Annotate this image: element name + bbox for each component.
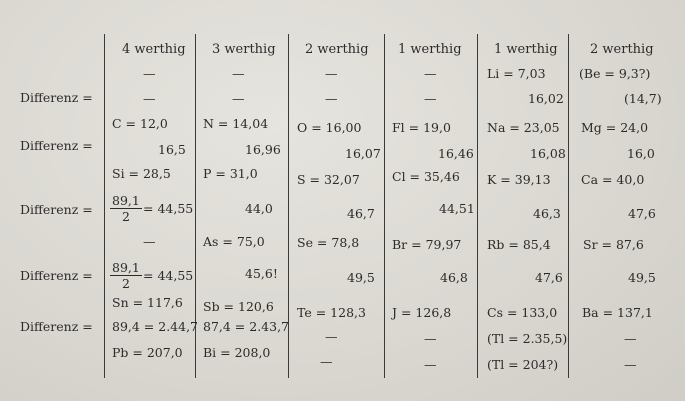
- table-cell: Te = 128,3: [297, 305, 366, 320]
- fraction-numerator: 89,1: [112, 193, 140, 208]
- differenz-label: Differenz =: [20, 138, 93, 153]
- differenz-label: Differenz =: [20, 268, 93, 283]
- fraction-denominator: 2: [121, 209, 130, 224]
- table-cell: Pb = 207,0: [112, 345, 183, 360]
- table-cell: Cl = 35,46: [392, 169, 460, 184]
- header-2-werthig: 2 werthig: [305, 42, 369, 57]
- table-cell: 44,0: [245, 201, 273, 216]
- table-cell: = 44,55: [143, 268, 194, 283]
- header-4-werthig: 4 werthig: [122, 42, 186, 57]
- table-cell: 47,6: [628, 206, 656, 221]
- table-cell: 47,6: [535, 270, 563, 285]
- fraction-numerator: 89,1: [112, 260, 140, 275]
- table-cell: (Tl = 2.35,5): [487, 331, 568, 346]
- table-cell: Si = 28,5: [112, 166, 171, 181]
- table-cell: 45,6!: [245, 266, 278, 281]
- table-cell: —: [325, 66, 338, 81]
- table-cell: —: [325, 91, 338, 106]
- header-1-werthig-a: 1 werthig: [398, 42, 462, 57]
- table-cell: 16,02: [528, 91, 564, 106]
- table-cell: Li = 7,03: [487, 66, 546, 81]
- table-cell: —: [424, 357, 437, 372]
- table-cell: 16,46: [438, 146, 474, 161]
- table-cell: —: [232, 91, 245, 106]
- table-cell: Bi = 208,0: [203, 345, 271, 360]
- table-cell: 46,3: [533, 206, 561, 221]
- table-cell: —: [624, 357, 637, 372]
- table-cell: = 44,55: [143, 201, 194, 216]
- differenz-label: Differenz =: [20, 90, 93, 105]
- table-cell: K = 39,13: [487, 172, 551, 187]
- table-cell: —: [624, 331, 637, 346]
- table-cell: Ba = 137,1: [582, 305, 653, 320]
- table-cell: Rb = 85,4: [487, 237, 551, 252]
- table-cell: —: [325, 329, 338, 344]
- table-cell: —: [424, 91, 437, 106]
- table-cell: —: [143, 66, 156, 81]
- table-cell: 87,4 = 2.43,7: [203, 319, 290, 334]
- fraction-denominator: 2: [121, 276, 130, 291]
- header-3-werthig: 3 werthig: [212, 42, 276, 57]
- header-1-werthig-b: 1 werthig: [494, 42, 558, 57]
- table-cell: O = 16,00: [297, 120, 362, 135]
- table-cell: C = 12,0: [112, 116, 168, 131]
- table-cell: 16,08: [530, 146, 566, 161]
- table-cell: (Tl = 204?): [487, 357, 559, 372]
- table-cell: —: [232, 66, 245, 81]
- table-cell: 16,96: [245, 142, 281, 157]
- table-cell: Sb = 120,6: [203, 299, 274, 314]
- table-cell: —: [424, 331, 437, 346]
- table-cell: Se = 78,8: [297, 235, 360, 250]
- table-cell: Ca = 40,0: [581, 172, 645, 187]
- differenz-label: Differenz =: [20, 202, 93, 217]
- fraction: [110, 260, 142, 291]
- table-cell: S = 32,07: [297, 172, 360, 187]
- table-cell: Mg = 24,0: [581, 120, 649, 135]
- fraction: [110, 193, 142, 224]
- table-cell: —: [424, 66, 437, 81]
- column-divider: [384, 34, 385, 378]
- table-cell: (14,7): [624, 91, 662, 106]
- table-cell: Na = 23,05: [487, 120, 560, 135]
- header-2-werthig-b: 2 werthig: [590, 42, 654, 57]
- column-divider: [568, 34, 569, 378]
- table-cell: Sr = 87,6: [583, 237, 644, 252]
- table-cell: As = 75,0: [203, 234, 265, 249]
- table-cell: J = 126,8: [392, 305, 452, 320]
- table-cell: —: [320, 354, 333, 369]
- table-cell: (Be = 9,3?): [579, 66, 651, 81]
- table-cell: Sn = 117,6: [112, 295, 183, 310]
- table-cell: P = 31,0: [203, 166, 258, 181]
- table-cell: 49,5: [628, 270, 656, 285]
- differenz-label: Differenz =: [20, 319, 93, 334]
- table-cell: Br = 79,97: [392, 237, 462, 252]
- column-divider: [104, 34, 105, 378]
- table-cell: —: [143, 91, 156, 106]
- table-cell: 44,51: [439, 201, 475, 216]
- table-cell: 16,5: [158, 142, 186, 157]
- table-cell: 16,0: [627, 146, 655, 161]
- table-cell: 16,07: [345, 146, 381, 161]
- table-cell: —: [143, 234, 156, 249]
- column-divider: [477, 34, 478, 378]
- table-cell: Fl = 19,0: [392, 120, 451, 135]
- table-cell: 46,7: [347, 206, 375, 221]
- table-cell: 89,4 = 2.44,7: [112, 319, 199, 334]
- table-cell: 49,5: [347, 270, 375, 285]
- table-cell: Cs = 133,0: [487, 305, 558, 320]
- table-cell: 46,8: [440, 270, 468, 285]
- table-cell: N = 14,04: [203, 116, 269, 131]
